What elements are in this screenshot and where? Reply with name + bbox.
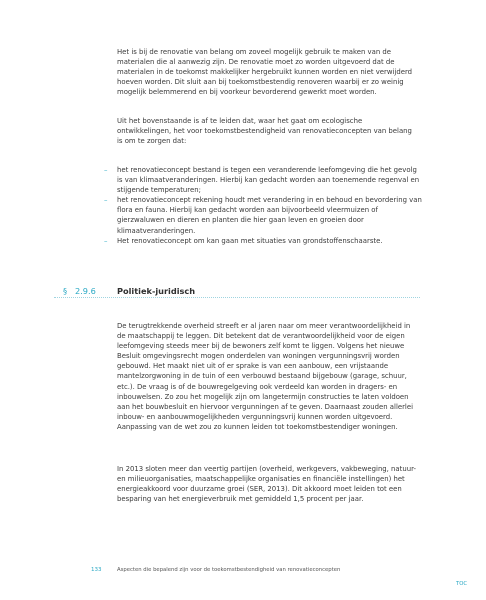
list-item bbox=[104, 195, 424, 235]
list-item-text: Het renovatieconcept om kan gaan met situaties van grondstoffenschaarste. bbox=[117, 236, 383, 245]
list-dash: – bbox=[104, 196, 108, 205]
section-number: 2.9.6 bbox=[75, 286, 96, 296]
section-divider bbox=[54, 297, 420, 298]
list-dash: – bbox=[104, 166, 108, 174]
list-dash: – bbox=[104, 236, 108, 245]
paragraph-materials: Het is bij de renovatie van belang om zoveel mogelijk gebruik te maken van de materialen die al aanwezig zijn. De renovatie moet zo worden uitgevoerd dat de materialen in de toekomst makkelijker hergebruikt kunnen worden en niet verwijderd hoeven worden. Dit sluit aan bij toekomstbestendig renoveren waarbij er zo weinig mogelijk belemmerend en bij voorkeur bevorderend gewerkt moet worden. bbox=[117, 48, 413, 97]
page-number: 133 bbox=[91, 567, 102, 573]
toc-link[interactable]: TOC bbox=[456, 581, 468, 587]
list-item bbox=[104, 165, 424, 195]
section-title: Politiek-juridisch bbox=[117, 286, 196, 296]
list-item-text: het renovatieconcept rekening houdt met verandering in en behoud en bevordering van flora en fauna. Hierbij kan gedacht worden aan bijvoorbeeld vleermuizen of gierzwaluwen en dieren en planten die hier gaan leven en groeien door klimaatveranderingen. bbox=[117, 196, 422, 235]
section-symbol: § bbox=[63, 286, 68, 296]
paragraph-political-legal: De terugtrekkende overheid streeft er al jaren naar om meer verantwoordelijkheid in de maatschappij te leggen. Dit betekent dat de verantwoordelijkheid voor de eigen leefomgeving steeds meer bij de bewoners zelf komt te liggen. Volgens het nieuwe Besluit omgevingsrecht mogen onderdelen van woningen vergunningsvrij worden gebouwd. Het maakt niet uit of er sprake is van een aanbouw, een vrijstaande mantelzorgwoning in de tuin of een verbouwd bestaand bijgebouw (garage, schuur, etc.). De vraag is of de bouwregelgeving ook verdeeld kan worden in dragers- en inbouwelsen. Zo zou het mogelijk zijn om langetermijn constructies te laten voldoen aan het bouwbesluit en hiervoor vergunningen af te geven. Daarnaast zouden allerlei inbouw- en aanbouwmogelijkheden vergunningsvrij kunnen worden uitgevoerd. Aanpassing van de wet zou zo kunnen leiden tot toekomstbestendiger woningen. bbox=[117, 322, 413, 431]
running-footer: Aspecten die bepalend zijn voor de toekomstbestendigheid van renovatieconcepten bbox=[117, 567, 341, 573]
list-item-text: het renovatieconcept bestand is tegen een veranderende leefomgeving die het gevolg is van klimaatveranderingen. Hierbij kan gedacht worden aan toenemende regenval en stijgende temperaturen; bbox=[117, 166, 420, 195]
paragraph-energy-agreement: In 2013 sloten meer dan veertig partijen (overheid, werkgevers, vakbeweging, natuur- en milieuorganisaties, maatschappelijke organisaties en financiële instellingen) het energieakkoord voor duurzame groei (SER, 2013). Dit akkoord moet leiden tot een besparing van het energieverbruik met gemiddeld 1,5 procent per jaar. bbox=[117, 465, 416, 504]
ecological-requirements-list bbox=[104, 165, 424, 246]
paragraph-ecological-intro: Uit het bovenstaande is af te leiden dat, waar het gaat om ecologische ontwikkelingen, het voor toekomstbestendigheid van renovatieconcepten van belang is om te zorgen dat: bbox=[117, 117, 412, 146]
list-item bbox=[104, 236, 424, 246]
